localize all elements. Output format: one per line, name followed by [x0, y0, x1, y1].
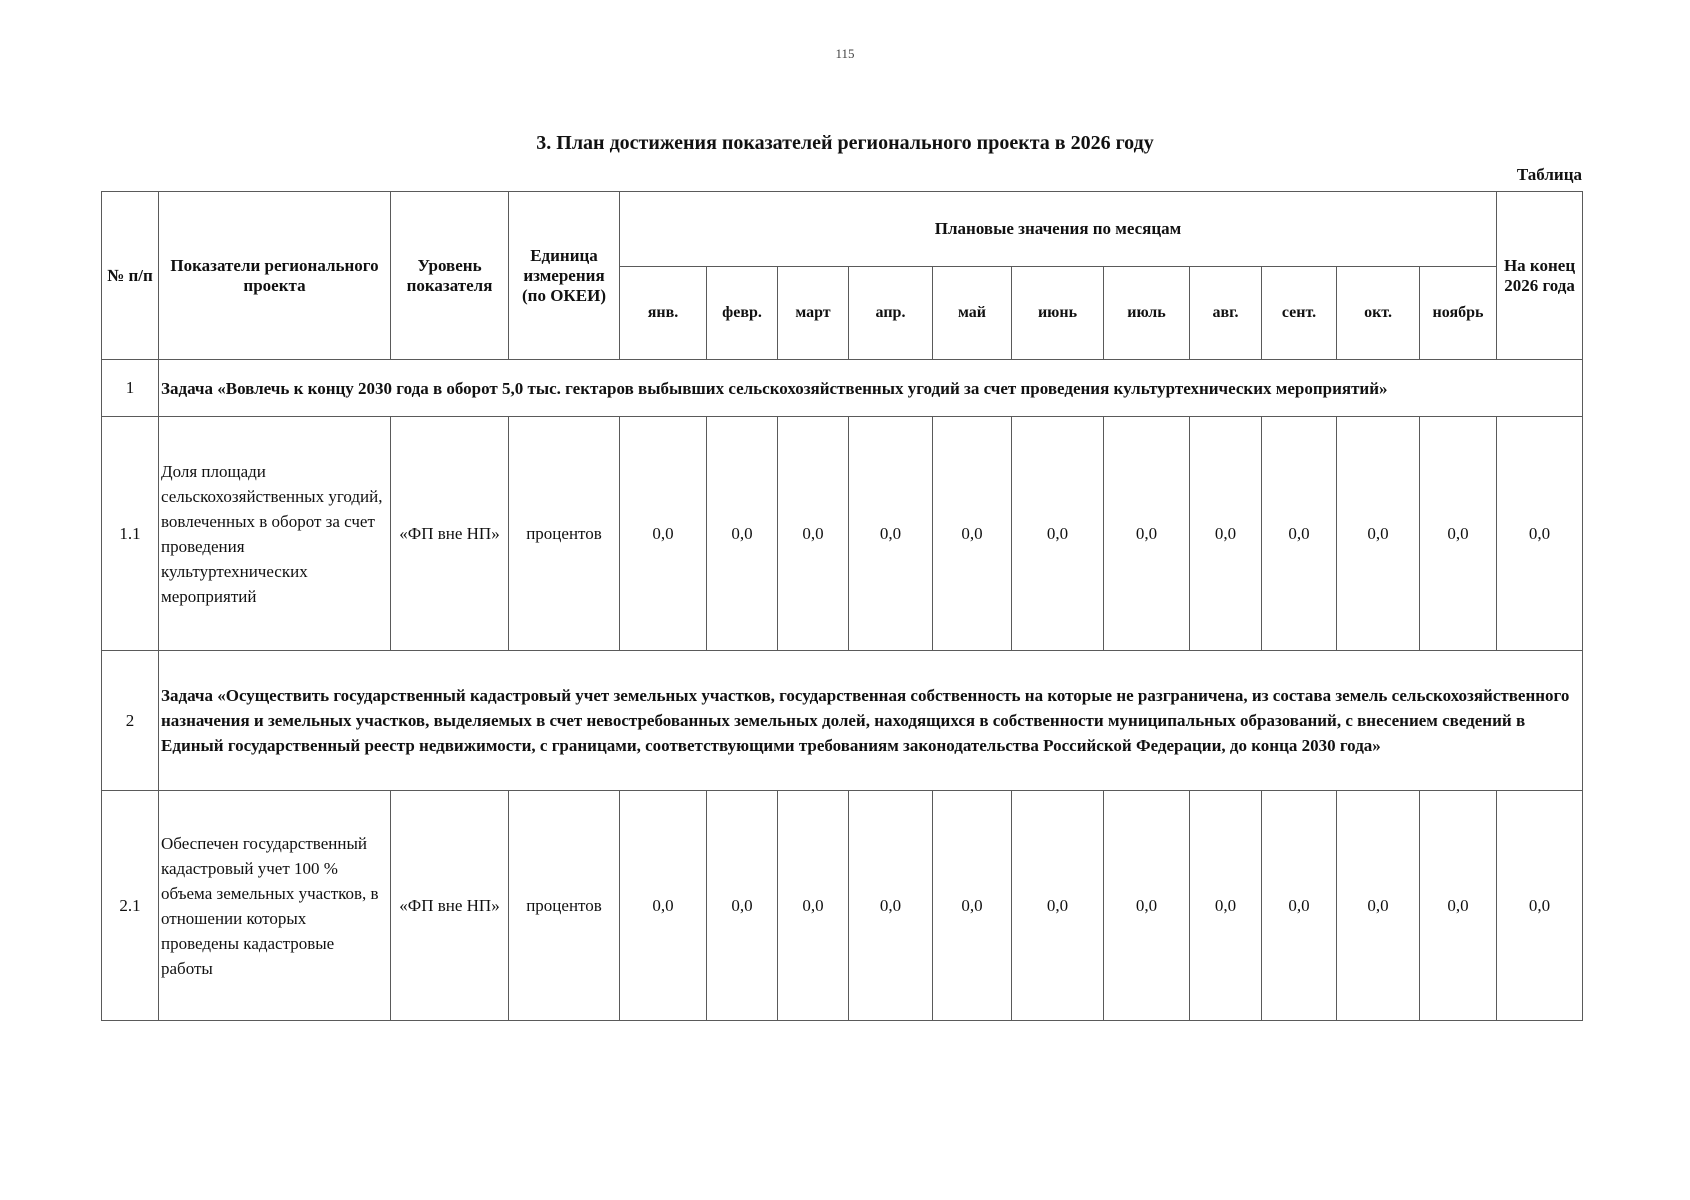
end-value: 0,0: [1497, 417, 1583, 651]
header-month: окт.: [1337, 267, 1420, 360]
header-num: № п/п: [102, 192, 159, 360]
header-end: На конец 2026 года: [1497, 192, 1583, 360]
header-month: июль: [1104, 267, 1190, 360]
month-value: 0,0: [1337, 417, 1420, 651]
month-value: 0,0: [849, 417, 933, 651]
table-caption: Таблица: [1516, 165, 1582, 184]
task-row: [102, 360, 1583, 417]
month-value: 0,0: [1262, 791, 1337, 1021]
task-row: [102, 651, 1583, 791]
indicator-level: «ФП вне НП»: [391, 791, 509, 1021]
indicator-name: Обеспечен государственный кадастровый учет 100 % объема земельных участков, в отношении которых проведены кадастровые работы: [159, 791, 391, 1021]
header-monthly: Плановые значения по месяцам: [620, 192, 1497, 267]
month-value: 0,0: [1337, 791, 1420, 1021]
month-value: 0,0: [849, 791, 933, 1021]
document-title: 3. План достижения показателей регионального проекта в 2026 году: [536, 132, 1154, 154]
month-value: 0,0: [620, 791, 707, 1021]
month-value: 0,0: [933, 417, 1012, 651]
end-value: 0,0: [1497, 791, 1583, 1021]
header-month: июнь: [1012, 267, 1104, 360]
task-text: Задача «Вовлечь к концу 2030 года в оборот 5,0 тыс. гектаров выбывших сельскохозяйственных угодий за счет проведения культуртехнических мероприятий»: [159, 360, 1583, 417]
month-value: 0,0: [1104, 791, 1190, 1021]
header-month: апр.: [849, 267, 933, 360]
header-month: ноябрь: [1420, 267, 1497, 360]
month-value: 0,0: [1190, 791, 1262, 1021]
month-value: 0,0: [1104, 417, 1190, 651]
month-value: 0,0: [778, 791, 849, 1021]
indicator-name: Доля площади сельскохозяйственных угодий, вовлеченных в оборот за счет проведения культуртехнических мероприятий: [159, 417, 391, 651]
task-number: 1: [102, 360, 159, 417]
month-value: 0,0: [1012, 791, 1104, 1021]
header-level: Уровень показателя: [391, 192, 509, 360]
month-value: 0,0: [1420, 791, 1497, 1021]
indicator-unit: процентов: [509, 417, 620, 651]
table-row: [102, 417, 1583, 651]
plan-table: [101, 191, 1583, 1021]
header-indicator: Показатели регионального проекта: [159, 192, 391, 360]
month-value: 0,0: [707, 791, 778, 1021]
task-number: 2: [102, 651, 159, 791]
table-row: [102, 791, 1583, 1021]
month-value: 0,0: [778, 417, 849, 651]
header-unit: Единица измерения (по ОКЕИ): [509, 192, 620, 360]
header-month: сент.: [1262, 267, 1337, 360]
month-value: 0,0: [1420, 417, 1497, 651]
month-value: 0,0: [1190, 417, 1262, 651]
indicator-unit: процентов: [509, 791, 620, 1021]
header-month: май: [933, 267, 1012, 360]
month-value: 0,0: [933, 791, 1012, 1021]
header-month: авг.: [1190, 267, 1262, 360]
row-number: 1.1: [102, 417, 159, 651]
header-month: янв.: [620, 267, 707, 360]
task-text: Задача «Осуществить государственный кадастровый учет земельных участков, государственная собственность на которые не разграничена, из состава земель сельскохозяйственного назначения и земельных участков, выделяемых в счет невостребованных земельных долей, находящихся в собственности муниципальных образований, с внесением сведений в Единый государственный реестр недвижимости, с границами, соответствующими требованиям законодательства Российской Федерации, до конца 2030 года»: [159, 651, 1583, 791]
page-number: 115: [835, 46, 855, 61]
header-month: март: [778, 267, 849, 360]
row-number: 2.1: [102, 791, 159, 1021]
header-month: февр.: [707, 267, 778, 360]
month-value: 0,0: [1262, 417, 1337, 651]
month-value: 0,0: [1012, 417, 1104, 651]
indicator-level: «ФП вне НП»: [391, 417, 509, 651]
month-value: 0,0: [620, 417, 707, 651]
month-value: 0,0: [707, 417, 778, 651]
